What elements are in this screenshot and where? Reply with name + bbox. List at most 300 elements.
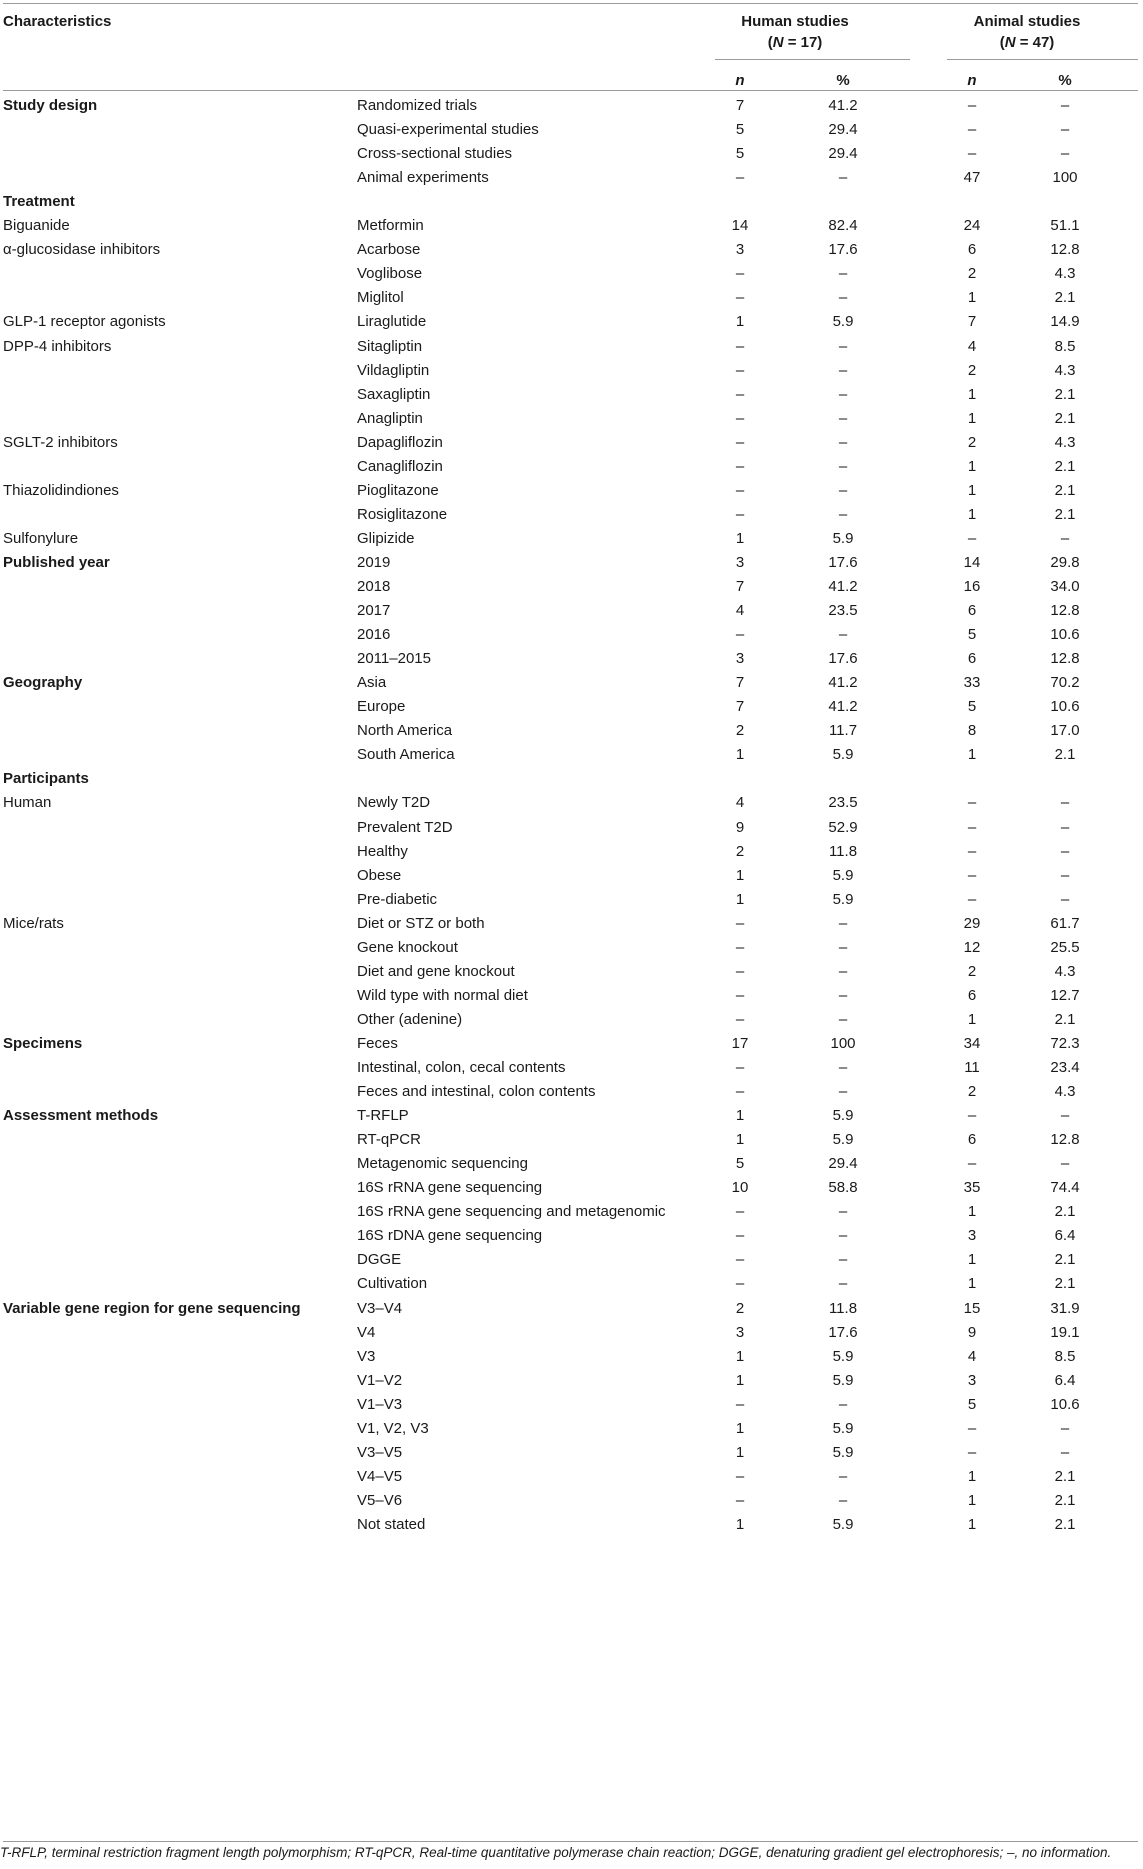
row-animal-n: 9 — [967, 1323, 977, 1341]
row-animal-n: 24 — [963, 217, 981, 235]
row-animal-pct: 100 — [1052, 169, 1078, 187]
row-animal-pct: 4.3 — [1054, 433, 1076, 451]
row-subcategory: V1–V2 — [357, 1371, 403, 1389]
row-human-pct: 5.9 — [832, 1107, 854, 1125]
row-animal-n: – — [967, 97, 977, 114]
row-human-n: – — [735, 986, 745, 1004]
row-human-pct: 58.8 — [828, 1179, 858, 1197]
row-human-pct: – — [838, 385, 848, 403]
row-animal-pct: 2.1 — [1054, 746, 1076, 764]
row-animal-n: 2 — [967, 265, 977, 283]
row-animal-pct: 10.6 — [1050, 626, 1080, 644]
row-human-n: 3 — [735, 553, 745, 571]
row-animal-pct: 2.1 — [1054, 505, 1076, 523]
row-animal-pct: 12.7 — [1050, 986, 1080, 1004]
row-human-n: 9 — [735, 818, 745, 836]
row-human-pct: 5.9 — [832, 746, 854, 764]
header-human-n-col: n — [735, 72, 745, 89]
row-human-pct: 5.9 — [832, 1371, 854, 1389]
row-human-pct: 5.9 — [832, 313, 854, 331]
row-subcategory: DGGE — [357, 1251, 402, 1269]
row-human-pct: – — [838, 457, 848, 475]
row-animal-pct: 12.8 — [1050, 602, 1080, 620]
row-human-pct: 41.2 — [828, 97, 858, 114]
row-animal-pct: 4.3 — [1054, 962, 1076, 980]
row-human-pct: – — [838, 1491, 848, 1509]
row-category: Treatment — [3, 193, 75, 211]
row-subcategory: 16S rDNA gene sequencing — [357, 1227, 543, 1245]
header-human-pct-col: % — [836, 72, 850, 89]
row-human-n: – — [735, 169, 745, 187]
row-subcategory: Other (adenine) — [357, 1010, 463, 1028]
row-animal-pct: 17.0 — [1050, 722, 1080, 740]
row-human-n: – — [735, 1059, 745, 1076]
row-animal-n: 8 — [967, 722, 977, 740]
row-subcategory: Cultivation — [357, 1275, 428, 1293]
row-human-pct: – — [838, 1467, 848, 1485]
row-animal-n: – — [967, 529, 977, 547]
row-animal-pct: 10.6 — [1050, 698, 1080, 716]
row-human-pct: 17.6 — [828, 1323, 858, 1341]
row-animal-n: 7 — [967, 313, 977, 331]
row-human-n: – — [735, 1083, 745, 1101]
row-human-pct: – — [838, 337, 848, 355]
row-human-pct: – — [838, 986, 848, 1004]
row-animal-n: 29 — [963, 914, 981, 932]
row-animal-pct: 2.1 — [1054, 1467, 1076, 1485]
row-human-pct: 23.5 — [828, 602, 858, 620]
row-animal-n: 11 — [964, 1059, 980, 1076]
row-human-n: – — [735, 1467, 745, 1485]
row-human-pct: – — [838, 938, 848, 956]
row-human-pct: 52.9 — [828, 818, 858, 836]
row-animal-n: 5 — [967, 698, 977, 716]
row-subcategory: Newly T2D — [357, 794, 431, 812]
human-header-rule — [715, 59, 910, 60]
row-subcategory: 16S rRNA gene sequencing and metagenomic — [357, 1203, 666, 1221]
row-human-n: – — [735, 1251, 745, 1269]
row-animal-pct: 10.6 — [1050, 1395, 1080, 1413]
row-subcategory: V4–V5 — [357, 1467, 403, 1485]
top-rule — [3, 3, 1138, 4]
row-human-pct: – — [838, 409, 848, 427]
row-animal-pct: – — [1060, 145, 1070, 163]
row-human-n: – — [735, 1203, 745, 1221]
row-animal-pct: 4.3 — [1054, 1083, 1076, 1101]
row-category: Study design — [3, 97, 98, 114]
row-human-pct: – — [838, 289, 848, 307]
row-subcategory: Obese — [357, 866, 402, 884]
row-human-pct: 17.6 — [828, 650, 858, 668]
row-subcategory: V5–V6 — [357, 1491, 403, 1509]
row-human-n: 7 — [735, 674, 745, 692]
row-human-pct: 41.2 — [828, 698, 858, 716]
row-subcategory: Feces — [357, 1034, 398, 1052]
row-animal-pct: 2.1 — [1054, 1491, 1076, 1509]
row-animal-n: 2 — [967, 361, 977, 379]
row-animal-n: 34 — [963, 1034, 981, 1052]
row-animal-n: 1 — [967, 1515, 977, 1533]
row-subcategory: 2018 — [357, 578, 391, 595]
row-human-n: – — [735, 914, 745, 932]
row-category: Published year — [3, 553, 110, 571]
row-animal-n: 1 — [967, 1251, 977, 1269]
row-subcategory: Wild type with normal diet — [357, 986, 528, 1004]
row-animal-pct: – — [1060, 818, 1070, 836]
row-subcategory: Metformin — [357, 217, 424, 235]
row-subcategory: Saxagliptin — [357, 385, 431, 403]
row-animal-pct: – — [1060, 121, 1070, 139]
row-animal-n: – — [967, 818, 977, 836]
row-animal-n: – — [967, 121, 977, 139]
row-animal-n: 1 — [967, 505, 977, 523]
row-human-pct: 17.6 — [828, 241, 858, 259]
row-human-n: – — [735, 361, 745, 379]
row-human-pct: – — [838, 1059, 848, 1076]
row-animal-n: 5 — [967, 1395, 977, 1413]
row-subcategory: 2011–2015 — [357, 650, 431, 668]
row-animal-pct: 2.1 — [1054, 1515, 1076, 1533]
header-bottom-rule — [3, 90, 1138, 91]
row-human-n: – — [735, 1010, 745, 1028]
row-animal-n: 2 — [967, 962, 977, 980]
row-human-pct: 5.9 — [832, 1347, 854, 1365]
row-human-n: 14 — [731, 217, 749, 235]
row-human-pct: – — [838, 1203, 848, 1221]
row-category: Assessment methods — [3, 1107, 159, 1125]
row-animal-n: 33 — [963, 674, 981, 692]
row-subcategory: Animal experiments — [357, 169, 489, 187]
row-human-pct: – — [838, 169, 848, 187]
row-animal-pct: 6.4 — [1054, 1227, 1076, 1245]
row-animal-n: 35 — [963, 1179, 981, 1197]
row-subcategory: Rosiglitazone — [357, 505, 448, 523]
row-category: Specimens — [3, 1034, 83, 1052]
row-human-n: 7 — [735, 97, 745, 114]
row-animal-pct: 70.2 — [1050, 674, 1080, 692]
row-subcategory: Diet and gene knockout — [357, 962, 515, 980]
row-human-n: 1 — [735, 313, 745, 331]
header-animal-title: Animal studies — [973, 13, 1081, 30]
row-human-n: 3 — [735, 650, 745, 668]
row-animal-pct: 12.8 — [1050, 650, 1080, 668]
row-subcategory: 2017 — [357, 602, 391, 620]
row-human-n: 3 — [735, 1323, 745, 1341]
row-animal-n: 1 — [967, 1491, 977, 1509]
row-human-n: – — [735, 1227, 745, 1245]
row-human-n: 2 — [735, 1299, 745, 1317]
row-human-n: 2 — [735, 842, 745, 860]
row-human-n: – — [735, 1275, 745, 1293]
row-animal-n: 1 — [967, 1010, 977, 1028]
row-human-pct: – — [838, 914, 848, 932]
row-human-n: 5 — [735, 1155, 745, 1173]
row-human-pct: 5.9 — [832, 890, 854, 908]
row-animal-pct: – — [1060, 97, 1070, 114]
row-human-n: 1 — [735, 746, 745, 764]
row-human-n: 3 — [735, 241, 745, 259]
row-animal-pct: 2.1 — [1054, 289, 1076, 307]
row-animal-pct: 31.9 — [1050, 1299, 1080, 1317]
row-animal-pct: 12.8 — [1050, 1131, 1080, 1149]
row-human-pct: 11.8 — [828, 1299, 858, 1317]
row-animal-pct: 6.4 — [1054, 1371, 1076, 1389]
row-animal-pct: 12.8 — [1050, 241, 1080, 259]
row-human-n: – — [735, 626, 745, 644]
row-animal-pct: 74.4 — [1050, 1179, 1080, 1197]
row-human-pct: 82.4 — [828, 217, 858, 235]
row-human-pct: 23.5 — [828, 794, 858, 812]
row-human-n: – — [735, 265, 745, 283]
row-human-pct: 100 — [830, 1034, 856, 1052]
row-human-pct: – — [838, 481, 848, 499]
row-human-pct: – — [838, 1395, 848, 1413]
row-animal-n: – — [967, 145, 977, 163]
row-subcategory: Canagliflozin — [357, 457, 443, 475]
row-human-n: – — [735, 433, 745, 451]
row-human-n: – — [735, 505, 745, 523]
row-animal-n: 1 — [967, 409, 977, 427]
row-animal-n: – — [967, 890, 977, 908]
row-human-pct: 29.4 — [828, 121, 858, 139]
row-subcategory: RT-qPCR — [357, 1131, 421, 1149]
row-human-n: 7 — [735, 578, 745, 595]
row-animal-n: – — [967, 1107, 977, 1125]
row-animal-n: 6 — [967, 241, 977, 259]
row-animal-pct: – — [1060, 529, 1070, 547]
row-animal-n: 5 — [967, 626, 977, 644]
row-human-n: 1 — [735, 1107, 745, 1125]
row-animal-pct: 2.1 — [1054, 1203, 1076, 1221]
row-animal-n: 14 — [963, 553, 981, 571]
row-subcategory: V4 — [357, 1323, 376, 1341]
row-animal-n: 47 — [963, 169, 981, 187]
row-subcategory: Pioglitazone — [357, 481, 439, 499]
row-animal-n: 4 — [967, 1347, 977, 1365]
row-human-n: 1 — [735, 890, 745, 908]
header-animal-n-col: n — [967, 72, 977, 89]
row-animal-pct: – — [1060, 1107, 1070, 1125]
row-subcategory: 2019 — [357, 553, 391, 571]
row-subcategory: Asia — [357, 674, 387, 692]
row-animal-n: 6 — [967, 602, 977, 620]
row-animal-pct: 8.5 — [1054, 1347, 1076, 1365]
row-animal-pct: – — [1060, 866, 1070, 884]
row-subcategory: V3–V4 — [357, 1299, 403, 1317]
row-animal-n: 6 — [967, 1131, 977, 1149]
row-human-pct: 17.6 — [828, 553, 858, 571]
row-human-pct: 41.2 — [828, 674, 858, 692]
row-animal-pct: 2.1 — [1054, 457, 1076, 475]
row-human-pct: 5.9 — [832, 1515, 854, 1533]
row-subcategory: V3–V5 — [357, 1443, 403, 1461]
row-animal-n: 1 — [967, 746, 977, 764]
row-human-pct: – — [838, 626, 848, 644]
row-category: Geography — [3, 674, 83, 692]
row-subcategory: V1, V2, V3 — [357, 1419, 429, 1437]
row-human-pct: – — [838, 361, 848, 379]
row-animal-pct: 25.5 — [1050, 938, 1080, 956]
row-human-pct: – — [838, 265, 848, 283]
row-subcategory: Gene knockout — [357, 938, 458, 956]
row-animal-n: 6 — [967, 650, 977, 668]
row-human-pct: 11.8 — [828, 842, 858, 860]
row-human-pct: – — [838, 505, 848, 523]
row-human-pct: 29.4 — [828, 1155, 858, 1173]
row-animal-pct: 29.8 — [1050, 553, 1080, 571]
row-human-n: 5 — [735, 121, 745, 139]
row-animal-n: 2 — [967, 1083, 977, 1101]
row-human-pct: 5.9 — [832, 529, 854, 547]
row-subcategory: Europe — [357, 698, 406, 716]
table-footnote: T-RFLP, terminal restriction fragment length polymorphism; RT-qPCR, Real-time quantitative polymerase chain reaction; DGGE, denaturing gradient gel electrophoresis; –, no information. — [0, 1845, 1112, 1860]
row-subcategory: Not stated — [357, 1515, 426, 1533]
row-animal-n: – — [967, 1443, 977, 1461]
row-human-n: 1 — [735, 1347, 745, 1365]
row-animal-n: – — [967, 842, 977, 860]
bottom-rule — [3, 1841, 1138, 1842]
header-human-n: (N = 17) — [767, 34, 823, 51]
row-subcategory: Pre-diabetic — [357, 890, 438, 908]
row-subcategory: North America — [357, 722, 453, 740]
row-subcategory: Intestinal, colon, cecal contents — [357, 1059, 566, 1076]
row-animal-n: 6 — [967, 986, 977, 1004]
row-animal-pct: – — [1060, 1155, 1070, 1173]
row-animal-pct: – — [1060, 1419, 1070, 1437]
row-subcategory: Liraglutide — [357, 313, 427, 331]
row-animal-n: 1 — [967, 481, 977, 499]
row-human-n: – — [735, 962, 745, 980]
row-animal-n: 4 — [967, 337, 977, 355]
row-animal-pct: 2.1 — [1054, 1251, 1076, 1269]
row-human-n: 10 — [731, 1179, 749, 1197]
row-animal-pct: 61.7 — [1050, 914, 1080, 932]
row-category: α-glucosidase inhibitors — [3, 241, 161, 259]
row-human-pct: 5.9 — [832, 1443, 854, 1461]
row-category: SGLT-2 inhibitors — [3, 433, 118, 451]
row-animal-n: – — [967, 794, 977, 812]
row-category: Variable gene region for gene sequencing — [3, 1299, 301, 1317]
row-subcategory: Diet or STZ or both — [357, 914, 485, 932]
row-animal-n: – — [967, 866, 977, 884]
row-animal-pct: 8.5 — [1054, 337, 1076, 355]
row-animal-n: 1 — [967, 385, 977, 403]
row-subcategory: Metagenomic sequencing — [357, 1155, 528, 1173]
row-human-n: 1 — [735, 529, 745, 547]
row-subcategory: Acarbose — [357, 241, 421, 259]
row-subcategory: Healthy — [357, 842, 408, 860]
header-human-title: Human studies — [741, 13, 849, 30]
row-animal-n: 1 — [967, 457, 977, 475]
row-human-n: – — [735, 457, 745, 475]
row-human-n: – — [735, 385, 745, 403]
row-category: Participants — [3, 770, 89, 788]
row-animal-pct: 34.0 — [1050, 578, 1080, 595]
row-human-pct: 5.9 — [832, 1419, 854, 1437]
row-human-pct: 5.9 — [832, 866, 854, 884]
row-subcategory: V3 — [357, 1347, 376, 1365]
row-human-n: 1 — [735, 1515, 745, 1533]
row-animal-pct: 4.3 — [1054, 361, 1076, 379]
row-animal-n: 1 — [967, 289, 977, 307]
row-animal-pct: 72.3 — [1050, 1034, 1080, 1052]
row-human-pct: – — [838, 1227, 848, 1245]
row-human-n: 1 — [735, 1419, 745, 1437]
row-category: Human — [3, 794, 52, 812]
row-animal-pct: 2.1 — [1054, 385, 1076, 403]
row-human-pct: 11.7 — [828, 722, 858, 740]
header-animal-pct-col: % — [1058, 72, 1072, 89]
header-animal-n: (N = 47) — [999, 34, 1055, 51]
row-human-n: 4 — [735, 602, 745, 620]
row-animal-pct: 19.1 — [1050, 1323, 1080, 1341]
row-subcategory: Feces and intestinal, colon contents — [357, 1083, 596, 1101]
row-animal-n: 1 — [967, 1203, 977, 1221]
row-human-n: 1 — [735, 1443, 745, 1461]
row-category: DPP-4 inhibitors — [3, 337, 112, 355]
row-animal-pct: 2.1 — [1054, 1010, 1076, 1028]
row-human-n: 1 — [735, 1131, 745, 1149]
row-subcategory: Randomized trials — [357, 97, 478, 114]
row-subcategory: Voglibose — [357, 265, 423, 283]
row-subcategory: South America — [357, 746, 455, 764]
row-subcategory: 16S rRNA gene sequencing — [357, 1179, 543, 1197]
row-human-pct: – — [838, 433, 848, 451]
row-category: Mice/rats — [3, 914, 64, 932]
row-animal-n: 1 — [967, 1467, 977, 1485]
row-animal-pct: – — [1060, 890, 1070, 908]
row-human-n: 7 — [735, 698, 745, 716]
row-subcategory: Quasi-experimental studies — [357, 121, 539, 139]
row-subcategory: Miglitol — [357, 289, 404, 307]
row-animal-n: – — [967, 1155, 977, 1173]
row-animal-pct: 2.1 — [1054, 409, 1076, 427]
header-characteristics: Characteristics — [3, 13, 112, 30]
row-subcategory: Sitagliptin — [357, 337, 423, 355]
row-human-pct: – — [838, 1251, 848, 1269]
row-animal-n: 3 — [967, 1227, 977, 1245]
row-animal-n: 15 — [963, 1299, 981, 1317]
row-human-pct: – — [838, 1275, 848, 1293]
row-animal-pct: – — [1060, 842, 1070, 860]
row-animal-pct: – — [1060, 1443, 1070, 1461]
animal-header-rule — [947, 59, 1138, 60]
row-human-n: – — [735, 1491, 745, 1509]
row-subcategory: Glipizide — [357, 529, 415, 547]
row-animal-n: 1 — [967, 1275, 977, 1293]
row-category: Thiazolidindiones — [3, 481, 119, 499]
row-human-pct: 41.2 — [828, 578, 858, 595]
row-subcategory: V1–V3 — [357, 1395, 403, 1413]
row-subcategory: Cross-sectional studies — [357, 145, 513, 163]
row-animal-pct: – — [1060, 794, 1070, 812]
row-subcategory: T-RFLP — [357, 1107, 409, 1125]
row-human-n: – — [735, 481, 745, 499]
row-animal-pct: 14.9 — [1050, 313, 1080, 331]
row-human-n: 1 — [735, 866, 745, 884]
row-animal-pct: 4.3 — [1054, 265, 1076, 283]
row-animal-pct: 2.1 — [1054, 1275, 1076, 1293]
row-subcategory: Anagliptin — [357, 409, 423, 427]
row-human-n: 17 — [731, 1034, 749, 1052]
row-human-pct: – — [838, 1083, 848, 1101]
row-human-n: 4 — [735, 794, 745, 812]
row-subcategory: Prevalent T2D — [357, 818, 453, 836]
row-human-n: – — [735, 1395, 745, 1413]
row-human-n: – — [735, 938, 745, 956]
row-human-n: – — [735, 337, 745, 355]
row-category: Biguanide — [3, 217, 70, 235]
